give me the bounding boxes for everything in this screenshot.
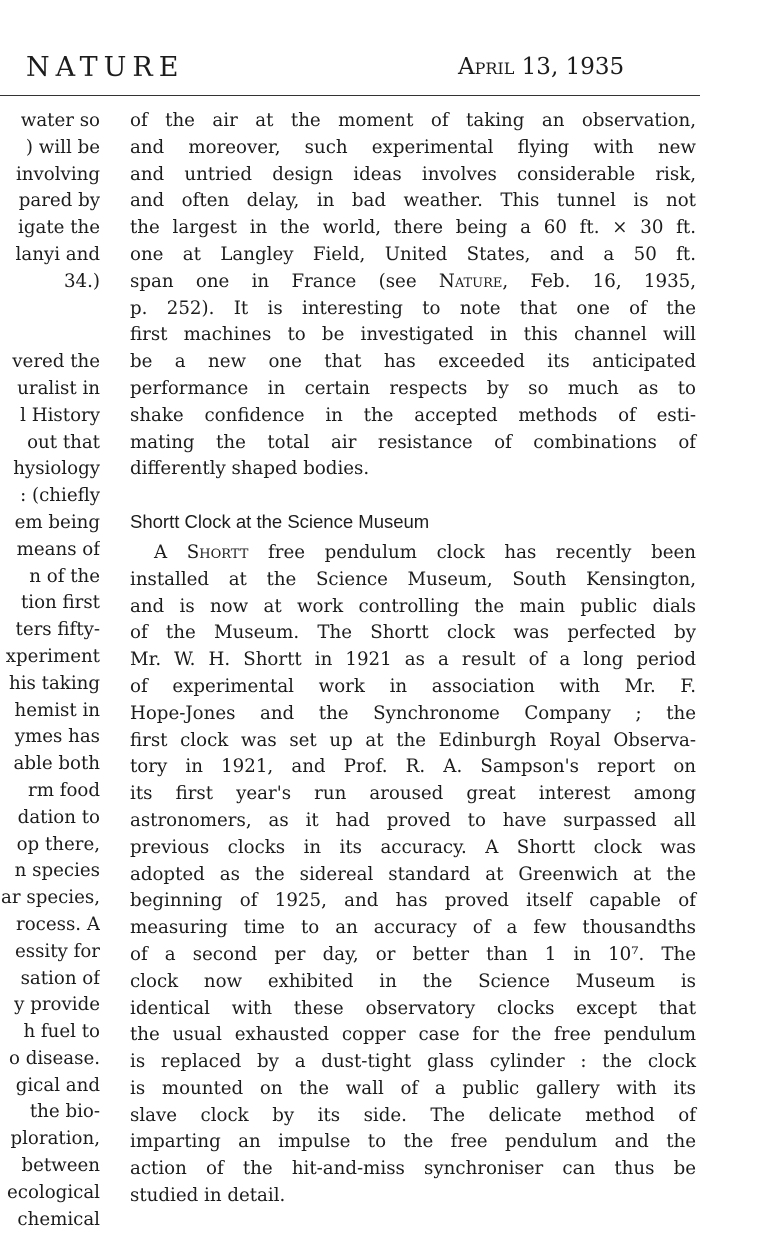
text-line: of the air at the moment of taking an observation, [130, 110, 696, 131]
text-line: adopted as the sidereal standard at Greenwich at the [130, 863, 696, 885]
text-line: hysiology [13, 458, 100, 480]
main-column [130, 108, 696, 1210]
text-line: n species [14, 860, 100, 882]
paragraph-shortt-clock [130, 540, 696, 1210]
text-line: Mr. W. H. Shortt in 1921 as a result of a long period [130, 649, 696, 671]
text-line [0, 322, 100, 349]
text-line: clock now exhibited in the Science Museum is [130, 970, 696, 992]
text-line: gical and [15, 1074, 100, 1096]
text-line: chemical [17, 1208, 100, 1230]
text-line [0, 296, 100, 323]
text-line: tion first [20, 592, 100, 614]
text-line: and untried design ideas involves considerable risk, [130, 163, 696, 185]
text-line: its first year's run aroused great interest among [130, 783, 696, 805]
text-line: vered the [12, 351, 100, 373]
text-line: p. 252). It is interesting to note that one of the [130, 297, 696, 319]
text-line: one at Langley Field, United States, and a 50 ft. [130, 243, 696, 265]
text-line: imparting an impulse to the free pendulum and the [130, 1131, 696, 1153]
text-line: first machines to be investigated in this channel will [130, 324, 696, 346]
text-line: be a new one that has exceeded its anticipated [130, 351, 696, 373]
text-line: 34.) [63, 270, 100, 292]
text-line: ymes has [14, 726, 100, 748]
text-line: n of the [29, 565, 100, 587]
text-line: lanyi and [15, 243, 100, 265]
text-line: water so [20, 110, 100, 131]
journal-title: NATURE [26, 52, 185, 83]
text-line: mating the total air resistance of combinations of [130, 431, 696, 453]
text-line: the bio- [29, 1101, 100, 1123]
text-line: dation to [17, 806, 100, 828]
text-line: beginning of 1925, and has proved itself capable of [130, 890, 696, 912]
text-line: action of the hit-and-miss synchroniser can thus be [130, 1158, 696, 1180]
text-line: xperiment [5, 645, 100, 667]
text-line: shake confidence in the accepted methods of esti- [130, 404, 696, 426]
page-header [0, 0, 768, 100]
text-line: hemist in [14, 699, 100, 721]
text-line: l History [20, 404, 100, 426]
text-line: rm food [28, 779, 100, 801]
issue-date: April 13, 1935 [458, 54, 625, 80]
text-line: ploration, [10, 1128, 100, 1150]
text-line: involving [15, 163, 100, 185]
text-line: differently shaped bodies. [130, 458, 370, 480]
text-line: ar species, [1, 887, 100, 909]
text-line: : (chiefly [20, 485, 100, 507]
text-line: o disease. [8, 1047, 100, 1069]
text-line: is mounted on the wall of a public gallery with its [130, 1077, 696, 1099]
text-line: previous clocks in its accuracy. A Shortt clock was [130, 836, 696, 858]
text-line: ters fifty- [15, 619, 100, 641]
text-line: A Shortt free pendulum clock has recently been [154, 541, 696, 563]
text-line: means of [16, 538, 100, 560]
text-line: identical with these observatory clocks except that [130, 997, 696, 1019]
text-line: astronomers, as it had proved to have surpassed all [130, 809, 696, 831]
text-line: op there, [16, 833, 100, 855]
text-line: y provide [14, 994, 100, 1016]
text-line: sation of [20, 967, 100, 989]
text-line: able both [13, 753, 100, 775]
text-line: h fuel to [23, 1021, 100, 1043]
text-line: out that [27, 431, 100, 453]
text-line: the largest in the world, there being a 60 ft. × 30 ft. [130, 217, 696, 239]
text-line: measuring time to an accuracy of a few thousandths [130, 917, 696, 939]
text-line: em being [14, 511, 100, 533]
text-line: of a second per day, or better than 1 in 10⁷. The [130, 943, 696, 965]
text-line: ) will be [25, 136, 100, 158]
left-column-fragment [0, 108, 100, 1233]
text-line: his taking [9, 672, 100, 694]
paragraph-wind-tunnel [130, 108, 696, 483]
text-line: the usual exhausted copper case for the free pendulum [130, 1024, 696, 1046]
text-line: uralist in [17, 377, 100, 399]
text-line: and is now at work controlling the main public dials [130, 595, 696, 617]
text-line: essity for [15, 940, 100, 962]
text-line: pared by [18, 190, 100, 212]
text-line: Hope-Jones and the Synchronome Company ; the [130, 702, 696, 724]
text-line: rocess. A [16, 913, 100, 935]
text-line: and often delay, in bad weather. This tunnel is not [130, 190, 696, 212]
text-line: span one in France (see Nature, Feb. 16, 1935, [130, 270, 696, 292]
text-line: igate the [18, 217, 100, 239]
text-line: performance in certain respects by so much as to [130, 377, 696, 399]
text-line: of the Museum. The Shortt clock was perfected by [130, 622, 696, 644]
section-heading: Shortt Clock at the Science Museum [130, 511, 430, 533]
text-line: tory in 1921, and Prof. R. A. Sampson's report on [130, 756, 696, 778]
text-line: ecological [7, 1181, 100, 1203]
text-line: installed at the Science Museum, South Kensington, [130, 568, 696, 590]
text-line: and moreover, such experimental flying with new [130, 136, 696, 158]
text-line: of experimental work in association with Mr. F. [130, 675, 696, 697]
text-line: studied in detail. [130, 1185, 286, 1207]
text-line: slave clock by its side. The delicate method of [130, 1104, 696, 1126]
header-rule [0, 95, 700, 96]
text-line: first clock was set up at the Edinburgh Royal Observa- [130, 729, 696, 751]
text-line: between [21, 1155, 100, 1177]
text-line: is replaced by a dust-tight glass cylinder : the clock [130, 1051, 696, 1073]
